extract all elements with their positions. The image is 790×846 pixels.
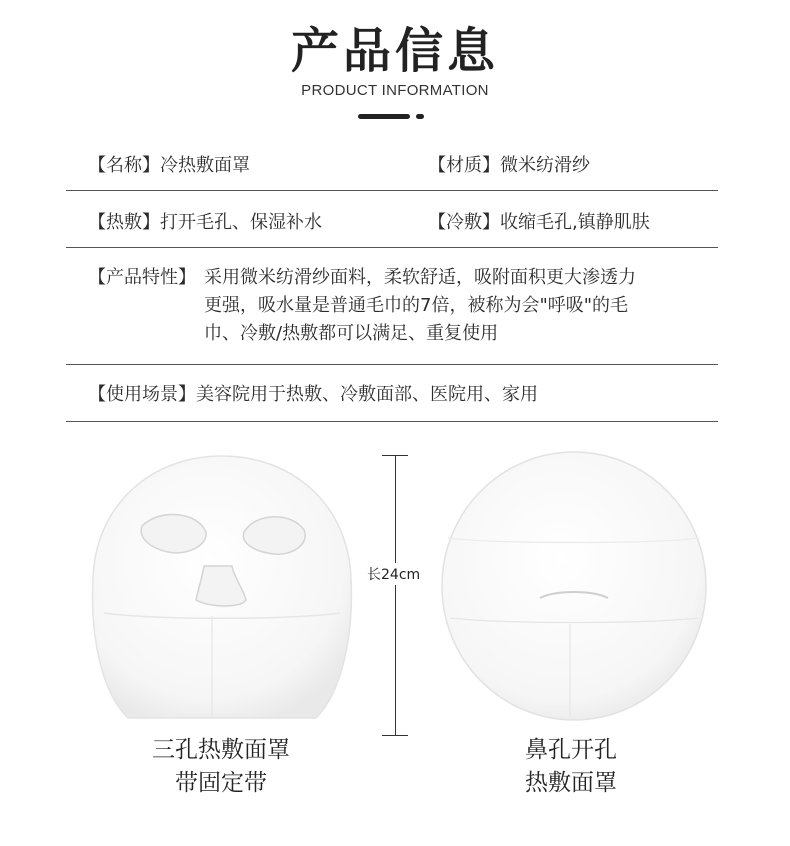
info-row-name [88,152,250,180]
three-hole-mask-image [86,448,358,728]
divider [66,247,718,248]
divider [66,421,718,422]
feature-text [204,264,724,348]
material-value: 微米纺滑纱 [500,155,590,176]
info-row-cold [428,209,650,237]
title-underline-dot [416,114,424,119]
usage-label: 【使用场景】 [88,384,196,405]
cold-label: 【冷敷】 [428,212,500,233]
material-label: 【材质】 [428,155,500,176]
nose-opening-mask-image [436,448,712,726]
dimension-label: 长24cm [367,563,420,585]
hot-label: 【热敷】 [88,212,160,233]
dimension-line [395,455,396,735]
usage-value: 美容院用于热敷、冷敷面部、医院用、家用 [196,384,538,405]
caption-line: 热敷面罩 [525,770,617,796]
caption-line: 鼻孔开孔 [525,737,617,763]
name-label: 【名称】 [88,155,160,176]
right-product-caption [466,734,676,800]
info-row-material [428,152,590,180]
page-subtitle: PRODUCT INFORMATION [301,82,489,99]
feature-line: 采用微米纺滑纱面料，柔软舒适，吸附面积更大渗透力 [204,267,636,288]
divider [66,190,718,191]
name-value: 冷热敷面罩 [160,155,250,176]
info-row-usage [88,381,538,409]
hot-value: 打开毛孔、保湿补水 [160,212,322,233]
dimension-cap-bottom [382,735,408,736]
caption-line: 带固定带 [175,770,267,796]
divider [66,364,718,365]
feature-line: 巾、冷敷/热敷都可以满足、重复使用 [204,323,499,344]
feature-label: 【产品特性】 [88,267,196,288]
cold-value: 收缩毛孔,镇静肌肤 [500,212,650,233]
page-title: 产品信息 [290,23,499,79]
title-underline [358,114,410,119]
feature-line: 更强，吸水量是普通毛巾的7倍，被称为会"呼吸"的毛 [204,295,629,316]
info-row-hot [88,209,322,237]
left-product-caption [106,734,336,800]
caption-line: 三孔热敷面罩 [152,737,290,763]
